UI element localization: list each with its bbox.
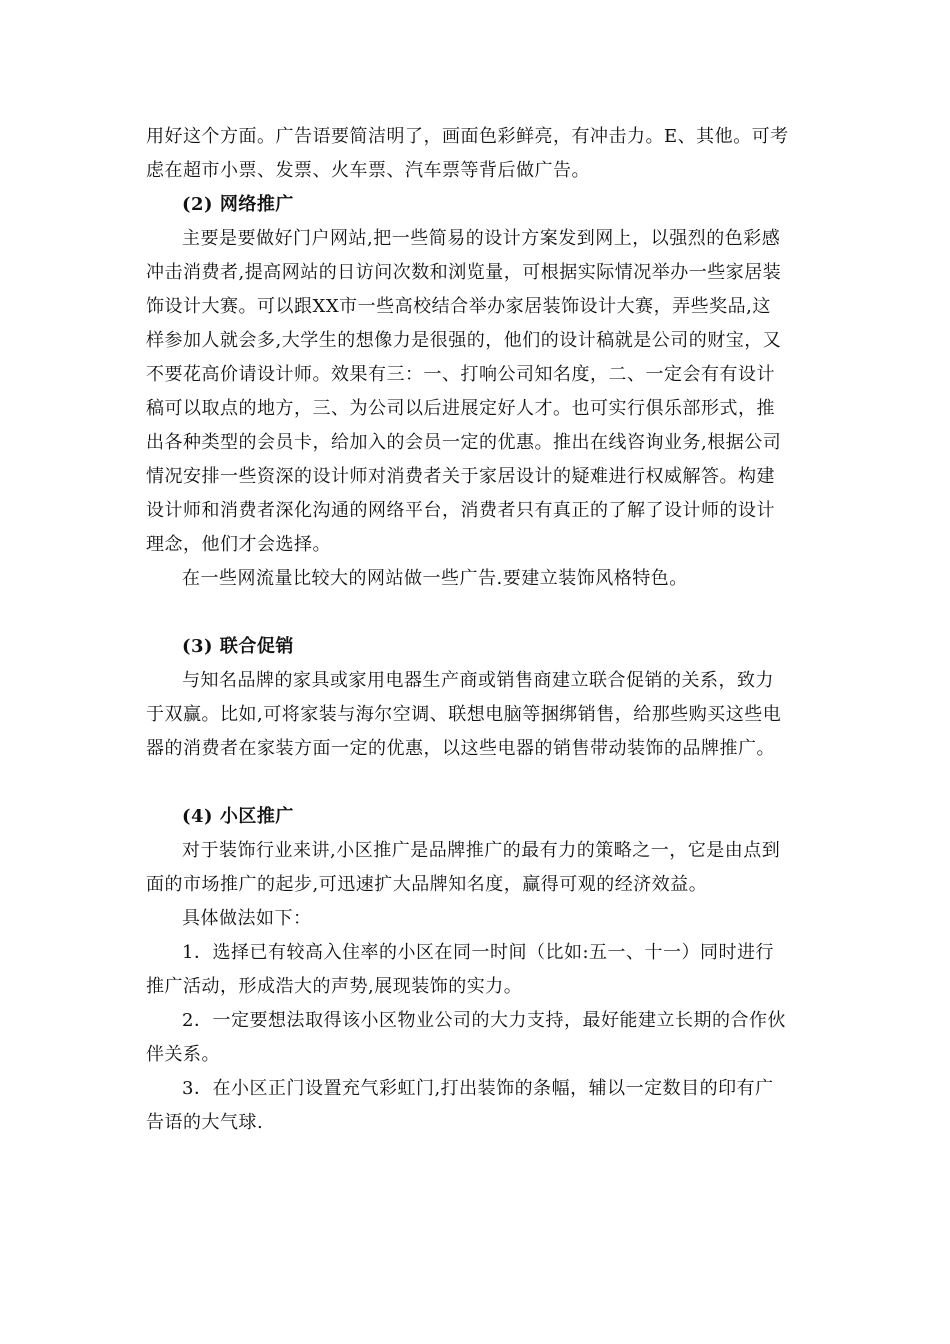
text-line: 稿可以取点的地方，三、为公司以后进展定好人才。也可实行俱乐部形式，推 (146, 398, 775, 419)
spacer (146, 596, 810, 630)
text-line: 于双赢。比如,可将家装与海尔空调、联想电脑等捆绑销售，给那些购买这些电 (146, 704, 782, 725)
intro-paragraph (146, 120, 810, 188)
text-line: 告语的大气球. (146, 1112, 264, 1133)
text-line: 2．一定要想法取得该小区物业公司的大力支持，最好能建立长期的合作伙 (182, 1010, 786, 1031)
text-line: 3．在小区正门设置充气彩虹门,打出装饰的条幅，辅以一定数目的印有广 (182, 1078, 774, 1099)
text-line: 情况安排一些资深的设计师对消费者关于家居设计的疑难进行权威解答。构建 (146, 466, 775, 487)
text-line: 样参加人就会多,大学生的想像力是很强的，他们的设计稿就是公司的财宝，又 (146, 330, 782, 351)
text-line: 1．选择已有较高入住率的小区在同一时间（比如:五一、十一）同时进行 (182, 942, 775, 963)
text-line: 出各种类型的会员卡，给加入的会员一定的优惠。推出在线咨询业务,根据公司 (146, 432, 782, 453)
joint-promotion-paragraph (146, 664, 810, 766)
community-promotion-paragraph (146, 834, 810, 902)
text-line: 理念，他们才会选择。 (146, 534, 331, 555)
method-intro: 具体做法如下： (182, 908, 312, 929)
online-ads-paragraph: 在一些网流量比较大的网站做一些广告.要建立装饰风格特色。 (182, 568, 688, 589)
document-body (146, 120, 810, 1140)
spacer (146, 766, 810, 800)
text-line: 不要花高价请设计师。效果有三：一、打响公司知名度，二、一定会有有设计 (146, 364, 775, 385)
text-line: 用好这个方面。广告语要简洁明了，画面色彩鲜亮，有冲击力。E、其他。可考 (146, 126, 789, 147)
section-heading-community-promotion: (4) 小区推广 (182, 806, 294, 827)
text-line: 面的市场推广的起步,可迅速扩大品牌知名度，赢得可观的经济效益。 (146, 874, 708, 895)
text-line: 饰设计大赛。可以跟XX市一些高校结合举办家居装饰设计大赛，弄些奖品,这 (146, 296, 771, 317)
text-line: 设计师和消费者深化沟通的网络平台，消费者只有真正的了解了设计师的设计 (146, 500, 775, 521)
text-line: 冲击消费者,提高网站的日访问次数和浏览量，可根据实际情况举办一些家居装 (146, 262, 782, 283)
section-heading-online-promotion: (2) 网络推广 (182, 194, 294, 215)
text-line: 推广活动，形成浩大的声势,展现装饰的实力。 (146, 976, 523, 997)
online-promotion-paragraph (146, 222, 810, 562)
text-line: 主要是要做好门户网站,把一些简易的设计方案发到网上，以强烈的色彩感 (182, 228, 781, 249)
text-line: 虑在超市小票、发票、火车票、汽车票等背后做广告。 (146, 160, 590, 181)
text-line: 伴关系。 (146, 1044, 220, 1065)
list-item (146, 936, 810, 1004)
list-item (146, 1072, 810, 1140)
text-line: 对于装饰行业来讲,小区推广是品牌推广的最有力的策略之一，它是由点到 (182, 840, 781, 861)
text-line: 与知名品牌的家具或家用电器生产商或销售商建立联合促销的关系，致力 (182, 670, 774, 691)
section-heading-joint-promotion: (3) 联合促销 (182, 636, 294, 657)
list-item (146, 1004, 810, 1072)
text-line: 器的消费者在家装方面一定的优惠，以这些电器的销售带动装饰的品牌推广。 (146, 738, 775, 759)
